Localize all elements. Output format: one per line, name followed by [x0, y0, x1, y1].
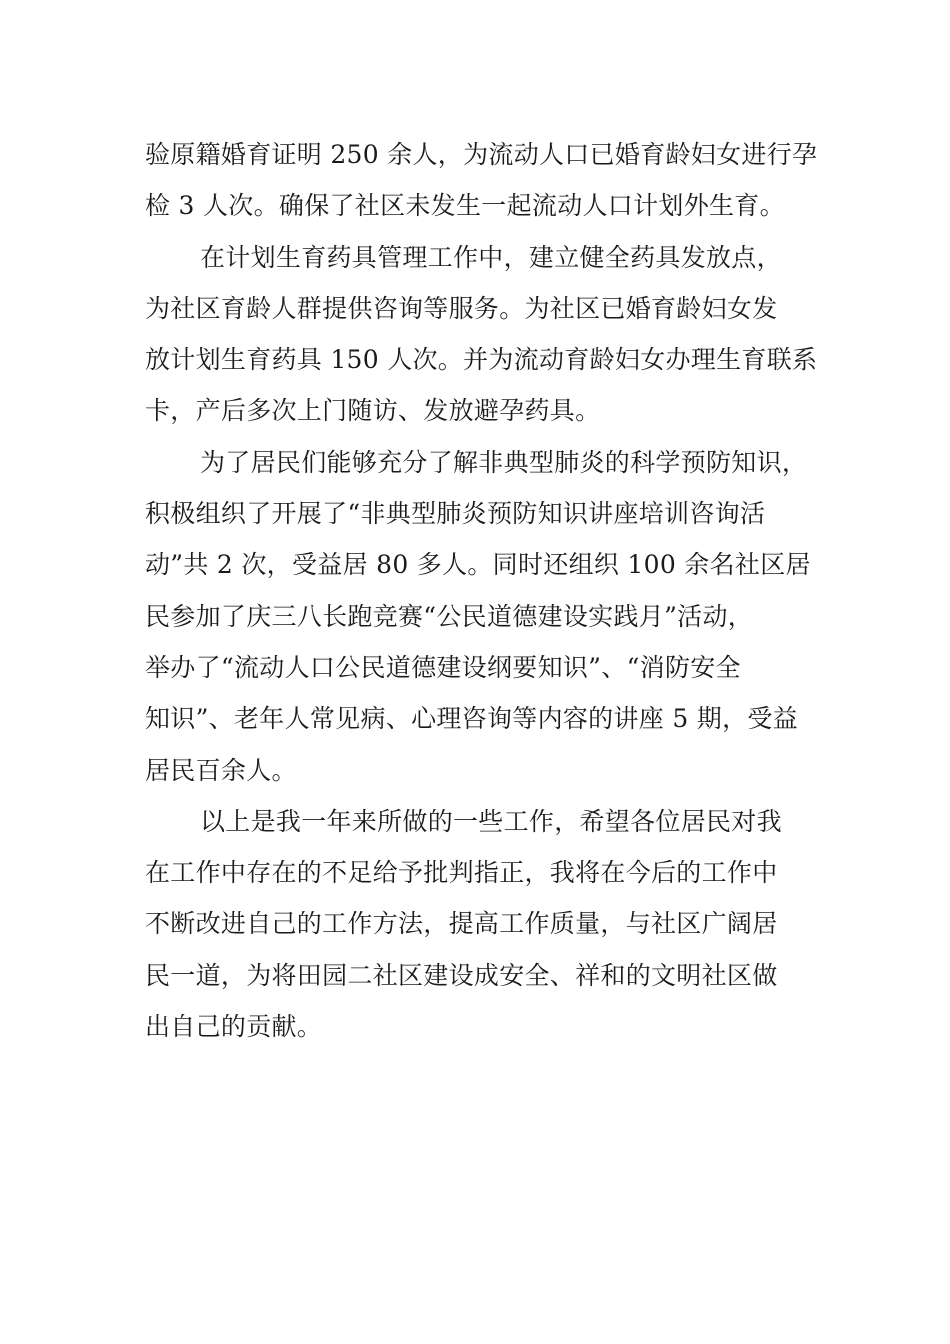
text-line: 为社区育龄人群提供咨询等服务。为社区已婚育龄妇女发 — [145, 293, 778, 323]
text-line: 在工作中存在的不足给予批判指正，我将在今后的工作中 — [145, 858, 778, 888]
paragraph-2 — [145, 232, 818, 437]
text-line: 检 3 人次。确保了社区未发生一起流动人口计划外生育。 — [145, 191, 785, 221]
text-line: 民参加了庆三八长跑竞赛“公民道德建设实践月”活动， — [145, 601, 754, 631]
text-line: 为了居民们能够充分了解非典型肺炎的科学预防知识， — [200, 447, 808, 477]
text-line: 放计划生育药具 150 人次。并为流动育龄妇女办理生育联系 — [145, 345, 818, 375]
text-line: 验原籍婚育证明 250 余人，为流动人口已婚育龄妇女进行孕 — [145, 140, 818, 169]
text-line: 在计划生育药具管理工作中，建立健全药具发放点， — [200, 242, 782, 272]
paragraph-4 — [145, 796, 815, 1052]
text-line: 卡，产后多次上门随访、发放避孕药具。 — [145, 396, 601, 426]
text-line: 民一道，为将田园二社区建设成安全、祥和的文明社区做 — [145, 960, 778, 990]
text-line: 举办了“流动人口公民道德建设纲要知识”、“消防安全 — [145, 652, 741, 682]
document-body — [145, 129, 818, 1052]
text-line: 动”共 2 次，受益居 80 多人。同时还组织 100 余名社区居 — [145, 550, 811, 580]
paragraph-3 — [145, 437, 815, 796]
text-line: 积极组织了开展了“非典型肺炎预防知识讲座培训咨询活 — [145, 499, 766, 529]
text-line: 居民百余人。 — [145, 755, 297, 785]
text-line: 知识”、老年人常见病、心理咨询等内容的讲座 5 期，受益 — [145, 704, 798, 734]
text-line: 出自己的贡献。 — [145, 1012, 323, 1042]
paragraph-1 — [145, 129, 818, 232]
text-line: 不断改进自己的工作方法，提高工作质量，与社区广阔居 — [145, 909, 778, 939]
text-line: 以上是我一年来所做的一些工作，希望各位居民对我 — [200, 806, 782, 836]
